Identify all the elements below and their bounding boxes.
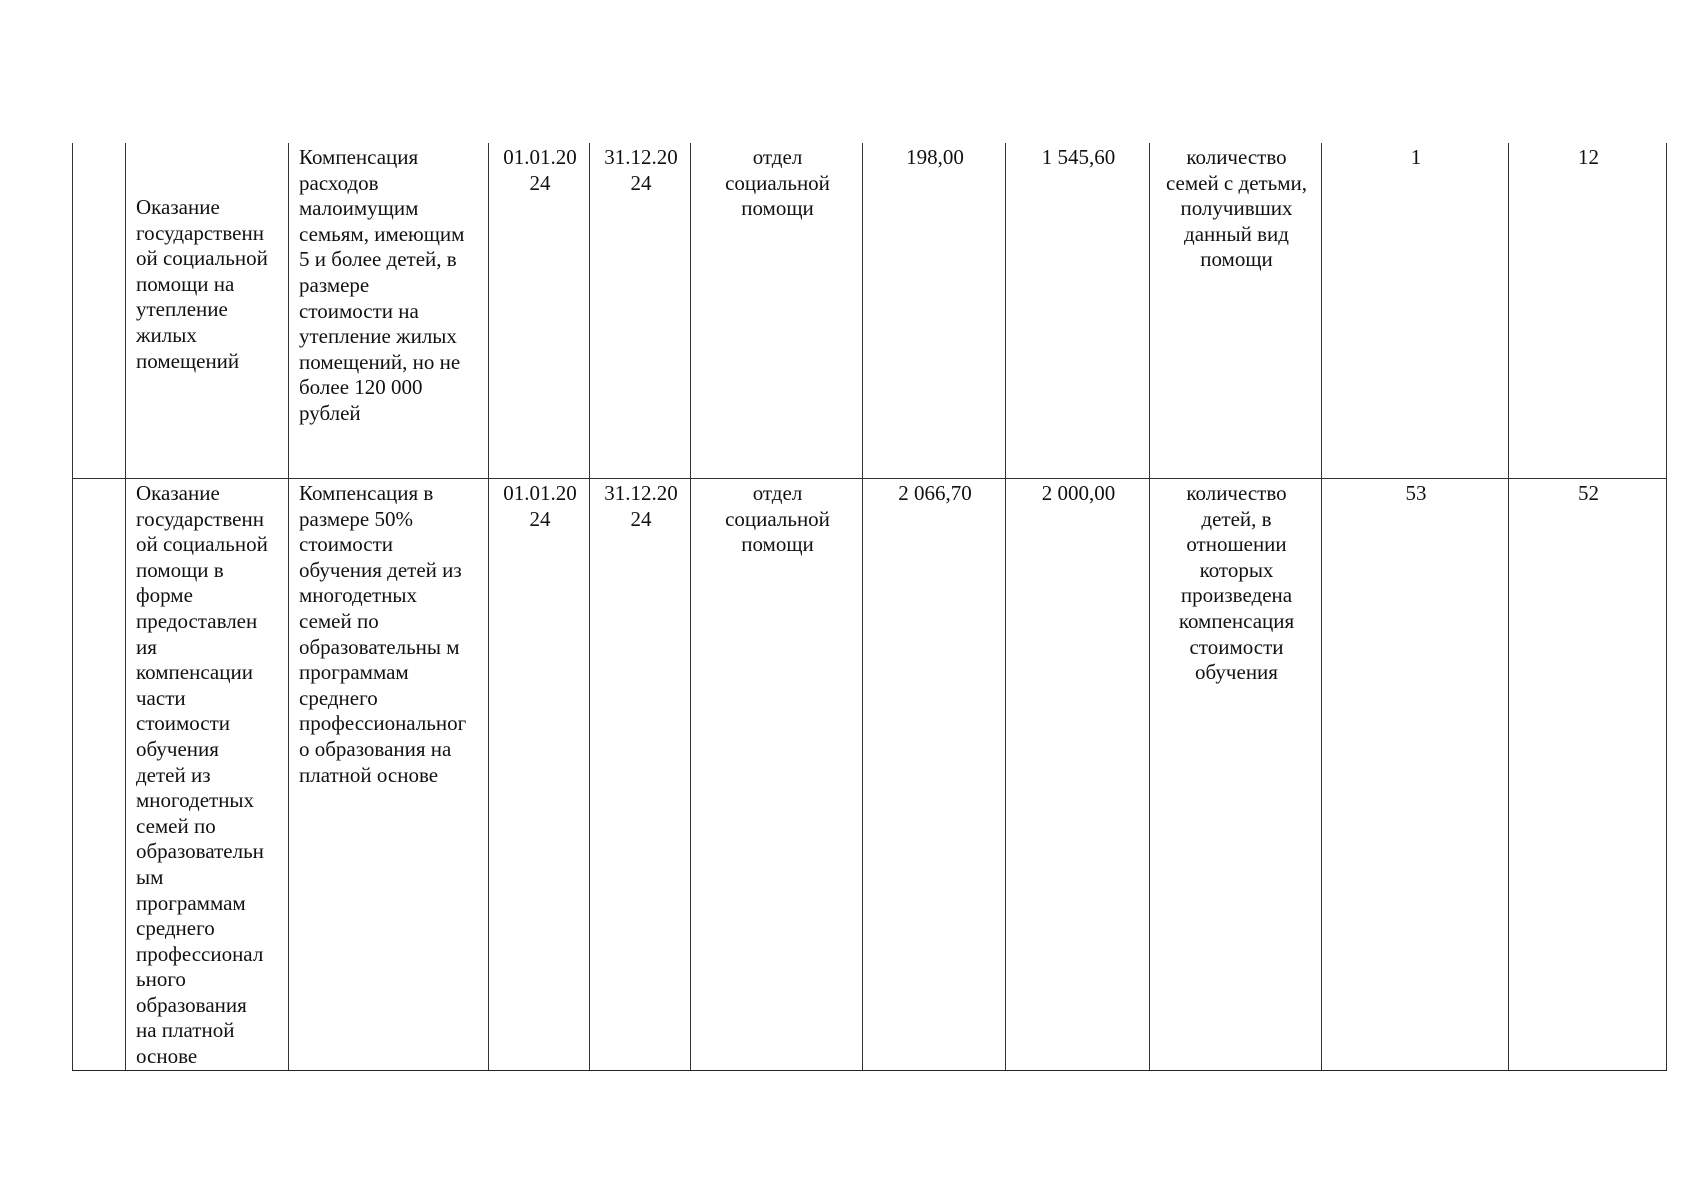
responsible-cell: отдел социальной помощи [691, 479, 863, 1071]
row-number-cell [73, 143, 126, 479]
value-2-cell: 12 [1509, 143, 1667, 479]
value-1-cell: 1 [1322, 143, 1509, 479]
end-date-cell: 31.12.20 24 [590, 143, 691, 479]
end-date-cell: 31.12.20 24 [590, 479, 691, 1071]
start-date-cell: 01.01.20 24 [489, 479, 590, 1071]
program-measures-table [72, 143, 1667, 1071]
responsible-cell: отдел социальной помощи [691, 143, 863, 479]
start-date-cell: 01.01.20 24 [489, 143, 590, 479]
table-row [73, 479, 1667, 1071]
indicator-cell: количество детей, в отношении которых произведена компенсация стоимости обучения [1150, 479, 1322, 1071]
measure-name-cell: Оказание государственн ой социальной помощи на утепление жилых помещений [126, 143, 289, 479]
measure-description-cell: Компенсация расходов малоимущим семьям, имеющим 5 и более детей, в размере стоимости на утепление жилых помещений, но не более 120 000 рублей [289, 143, 489, 479]
amount-2-cell: 1 545,60 [1006, 143, 1150, 479]
measure-description-cell: Компенсация в размере 50% стоимости обучения детей из многодетных семей по образовательны м программам среднего профессиональног о образования на платной основе [289, 479, 489, 1071]
table-row [73, 143, 1667, 479]
amount-2-cell: 2 000,00 [1006, 479, 1150, 1071]
measure-name-cell: Оказание государственн ой социальной помощи в форме предоставлен ия компенсации части стоимости обучения детей из многодетных семей по образовательн ым программам среднего профессионал ьного образования на платной основе [126, 479, 289, 1071]
amount-1-cell: 198,00 [863, 143, 1006, 479]
indicator-cell: количество семей с детьми, получивших данный вид помощи [1150, 143, 1322, 479]
value-1-cell: 53 [1322, 479, 1509, 1071]
row-number-cell [73, 479, 126, 1071]
amount-1-cell: 2 066,70 [863, 479, 1006, 1071]
value-2-cell: 52 [1509, 479, 1667, 1071]
